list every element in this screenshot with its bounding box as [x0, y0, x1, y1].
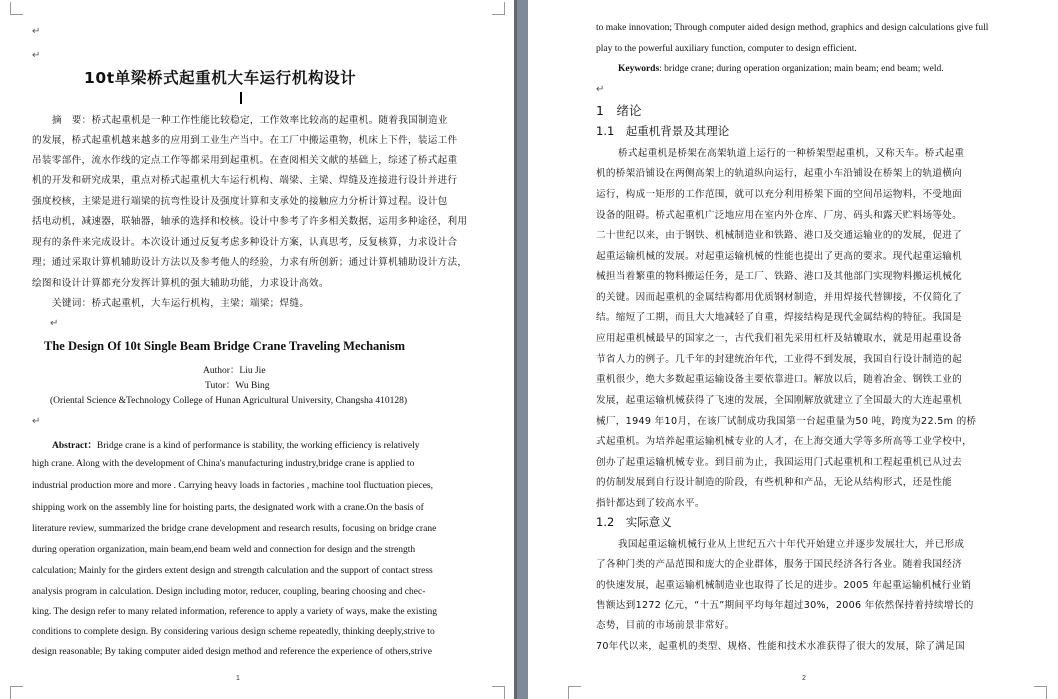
page-gap: [514, 0, 528, 699]
body-line: 起重运输机械的发展。对起重运输机械的性能也提出了更高的要求。现代起重运输机: [596, 251, 963, 262]
abstract-en-text: Bridge crane is a kind of performance is stability, the working efficiency is relatively: [96, 441, 420, 451]
body-line: 机的桥架沿铺设在两侧高架上的轨道纵向运行，起重小车沿铺设在桥架上的轨道横向: [596, 168, 963, 179]
abstract-en-line: design reasonable; By taking computer aided design method and reference the experience of others,strive: [32, 647, 432, 657]
abstract-zh-line: 强度校核，主梁是进行端梁的抗弯性设计及强度计算和支承处的接触应力分析计算过程。设计包: [32, 196, 448, 207]
paragraph-mark-icon: ↵: [50, 318, 59, 329]
english-title: The Design Of 10t Single Beam Bridge Crane Traveling Mechanism: [44, 339, 405, 353]
abstract-zh-line: 的发展，桥式起重机越来越多的应用到工业生产当中。在工厂中搬运重物，机床上下件，装运工件: [32, 135, 458, 146]
affiliation-line: (Oriental Science &Technology College of Hunan Agricultural University, Changsha 410128): [50, 396, 407, 406]
heading-1-2: 1.2 实际意义: [596, 515, 672, 529]
english-keywords: [618, 64, 944, 74]
body-line: 桥式起重机是桥架在高架轨道上运行的一种桥架型起重机，又称天车。桥式起重: [618, 148, 965, 159]
abstract-en-line: shipping work on the assembly line for hoisting parts, the designated work with a crane.On the basis of: [32, 503, 424, 513]
body-line: 二十世纪以来，由于钢铁、机械制造业和铁路、港口及交通运输业的的发展，促进了: [596, 230, 963, 241]
body-line: 售额达到1272 亿元，“十五”期间平均每年超过30%，2006 年依然保持着持续增长的: [596, 600, 974, 611]
abstract-en-continued-line: to make innovation; Through computer aided design method, graphics and design calculations give full: [596, 23, 989, 33]
corner-mark: [1034, 686, 1047, 699]
text-cursor: [240, 92, 242, 104]
body-line: 械厂，1949 年10月，在该厂试制成功我国第一台起重量为50 吨，跨度为22.5m 的桥: [596, 416, 977, 427]
abstract-en-line: conditions to complete design. By considering various design scheme repeatedly, thinking deeply,strive to: [32, 627, 435, 637]
paragraph-mark-icon: ↵: [32, 416, 41, 427]
abstract-zh-line: 括电动机，减速器，联轴器，轴承的选择和校核。设计中参考了许多相关数据，运用多种途径，利用: [32, 216, 468, 227]
corner-mark: [10, 2, 23, 15]
abstract-zh-line: 现有的条件来完成设计。本次设计通过反复考虑多种设计方案，认真思考，反复核算，力求设计合: [32, 237, 458, 248]
corner-mark: [568, 686, 581, 699]
chinese-title: 10t单梁桥式起重机大车运行机构设计: [84, 69, 357, 87]
body-line: 发展，起重运输机械获得了飞速的发展，全国刚解放就建立了全国最大的大连起重机: [596, 395, 963, 406]
body-line: 创办了起重运输机械专业。到目前为止，我国运用门式起重机和工程起重机已从过去: [596, 457, 963, 468]
body-line: 的快速发展，起重运输机械制造业也取得了长足的进步。2005 年起重运输机械行业销: [596, 580, 972, 591]
body-line: 的关键。因而起重机的金属结构都用优质钢材制造，并用焊接代替铆接，不仅简化了: [596, 292, 963, 303]
abstract-zh-line: 吊装零部件，流水作线的定点工作等都采用到起重机。在查阅相关文献的基础上，综述了桥式起重: [32, 155, 458, 166]
abstract-zh-line: 绘图和设计计算都充分发挥计算机的强大辅助功能，力求设计高效。: [32, 278, 329, 289]
abstract-en-line: high crane. Along with the development of China's manufacturing industry,bridge crane is applied to: [32, 459, 415, 469]
corner-mark: [492, 2, 505, 15]
abstract-en-line: during operation organization, main beam,end beam weld and connection for design and the strength: [32, 545, 416, 555]
author-line: Author：Liu Jie: [203, 366, 266, 376]
body-line: 我国起重运输机械行业从上世纪五六十年代开始建立并逐步发展壮大，并已形成: [618, 539, 965, 550]
abstract-zh-line: 摘 要：桥式起重机是一种工作性能比较稳定，工作效率比较高的起重机。随着我国制造业: [52, 115, 448, 126]
corner-mark: [10, 686, 23, 699]
body-line: 70年代以来，起重机的类型、规格、性能和技术水准获得了很大的发展，除了满足国: [596, 641, 965, 652]
page-number: 2: [802, 675, 806, 682]
paragraph-mark-icon: ↵: [32, 50, 41, 61]
heading-1: 1 绪论: [596, 103, 642, 118]
paragraph-mark-icon: ↵: [596, 84, 605, 95]
paragraph-mark-icon: ↵: [32, 26, 41, 37]
body-line: 应用起重机械最早的国家之一，古代我们祖先采用杠杆及轱辘取水，就是用起重设备: [596, 333, 963, 344]
body-line: 态势，目前的市场前景非常好。: [596, 620, 735, 631]
abstract-en-first-line: [52, 437, 420, 451]
document-page-1[interactable]: [0, 0, 514, 699]
body-line: 械担当着繁重的物料搬运任务，是工厂、铁路、港口及其他部门实现物料搬运机械化: [596, 271, 963, 282]
abstract-zh-line: 机的开发和研究成果，重点对桥式起重机大车运行机构、端梁、主梁、焊缝及连接进行设计并进行: [32, 175, 458, 186]
body-line: 了各种门类的产品范围和庞大的企业群体，服务于国民经济各行各业。随着我国经济: [596, 559, 963, 570]
chinese-keywords: 关键词：桥式起重机，大车运行机构，主梁；端梁；焊缝。: [52, 298, 310, 309]
tutor-line: Tutor：Wu Bing: [205, 381, 270, 391]
body-line: 节省人力的例子。几千年的封建统治年代，工业得不到发展，我国自行设计制造的起: [596, 354, 963, 365]
heading-1-1: 1.1 起重机背景及其理论: [596, 124, 730, 138]
abstract-en-line: literature review, summarized the bridge crane development and research results, focusing on bridge crane: [32, 524, 437, 534]
abstract-en-continued-line: play to the powerful auxiliary function, computer to design efficient.: [596, 44, 857, 54]
keywords-label: Keywords: [618, 64, 660, 74]
body-line: 式起重机。为培养起重运输机械专业的人才，在上海交通大学等多所高等工业学校中，: [596, 436, 972, 447]
keywords-text: : bridge crane; during operation organization; main beam; end beam; weld.: [659, 64, 944, 74]
document-page-2[interactable]: [528, 0, 1058, 699]
abstract-en-line: calculation; Mainly for the girders extent design and strength calculation and the support of contact stress: [32, 566, 433, 576]
abstract-en-line: industrial production more and more . Carrying heavy loads in factories , machine tool fluctuation pieces,: [32, 481, 433, 491]
body-line: 的仿制发展到自行设计制造的阶段，有些机种和产品，无论从结构形式，还是性能: [596, 477, 953, 488]
body-line: 指针都达到了较高水平。: [596, 498, 705, 509]
abstract-en-line: king. The design refer to many related information, reference to apply a variety of ways, make the existing: [32, 607, 438, 617]
body-line: 设备的阻碍。桥式起重机广泛地应用在室内外仓库、厂房、码头和露天贮料场等处。: [596, 210, 963, 221]
abstract-zh-line: 理；通过采取计算机辅助设计方法以及参考他人的经验，力求有所创新；通过计算机辅助设计方法，: [32, 257, 468, 268]
body-line: 运行，构成一矩形的工作范围，就可以充分利用桥架下面的空间吊运物料，不受地面: [596, 189, 963, 200]
body-line: 结。缩短了工期，而且大大地减轻了自重，焊接结构是现代金属结构的特征。我国是: [596, 312, 963, 323]
corner-mark: [492, 686, 505, 699]
body-line: 重机很少，绝大多数起重运输设备主要依靠进口。解放以后，随着冶金、钢铁工业的: [596, 374, 963, 385]
abstract-en-line: analysis program in calculation. Design including motor, reducer, coupling, bearing choosing and chec-: [32, 587, 426, 597]
abstract-label: Abstract：: [52, 441, 97, 451]
page-number: 1: [236, 675, 240, 682]
